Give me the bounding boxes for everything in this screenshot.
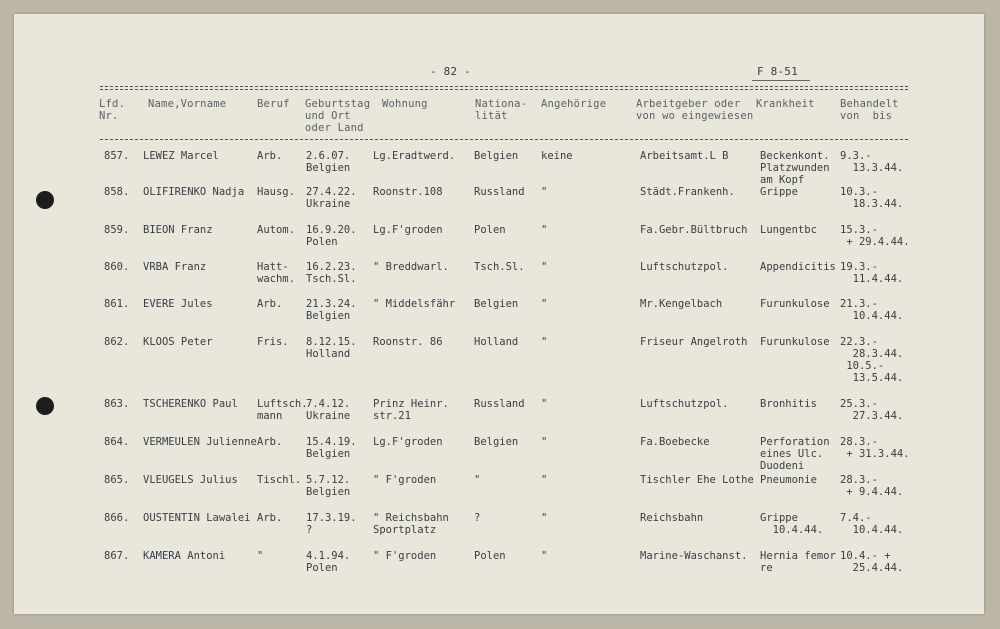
row-number: 863.: [104, 398, 130, 410]
row-beruf: Autom.: [257, 224, 295, 236]
row-beruf: Arb.: [257, 298, 283, 310]
header-krankheit: Krankheit: [756, 98, 815, 110]
header-angehoerige: Angehörige: [541, 98, 607, 110]
row-beruf: Arb.: [257, 436, 283, 448]
row-wohnung: " Breddwarl.: [373, 261, 449, 273]
row-name: LEWEZ Marcel: [143, 150, 219, 162]
row-wohnung: " Middelsfähr: [373, 298, 456, 310]
row-number: 860.: [104, 261, 130, 273]
row-beruf: Luftsch. mann: [257, 398, 308, 422]
row-behandelt: 7.4.- 10.4.44.: [840, 512, 904, 536]
row-krankheit: Beckenkont. Platzwunden am Kopf: [760, 150, 830, 186]
row-arbeitgeber: Friseur Angelroth: [640, 336, 748, 348]
row-geburt: 15.4.19. Belgien: [306, 436, 357, 460]
row-arbeitgeber: Tischler Ehe Lothe: [640, 474, 754, 486]
row-name: VERMEULEN Julienne: [143, 436, 257, 448]
row-geburt: 21.3.24. Belgien: [306, 298, 357, 322]
header-bottom-rule: [100, 139, 908, 140]
header-top-rule: [100, 86, 908, 87]
row-geburt: 7.4.12. Ukraine: [306, 398, 351, 422]
row-number: 866.: [104, 512, 130, 524]
row-beruf: Hatt- wachm.: [257, 261, 295, 285]
row-angehoerige: ": [541, 550, 548, 562]
header-behandelt: Behandelt von bis: [840, 98, 899, 122]
row-arbeitgeber: Fa.Gebr.Bültbruch: [640, 224, 748, 236]
page-number: - 82 -: [430, 65, 471, 78]
header-top-rule-2: [100, 89, 908, 90]
row-number: 867.: [104, 550, 130, 562]
row-angehoerige: keine: [541, 150, 573, 162]
row-nationalitaet: Russland: [474, 398, 525, 410]
row-nationalitaet: Belgien: [474, 436, 519, 448]
row-geburt: 16.9.20. Polen: [306, 224, 357, 248]
row-nationalitaet: ": [474, 474, 481, 486]
row-beruf: Fris.: [257, 336, 289, 348]
row-wohnung: " F'groden: [373, 550, 437, 562]
row-number: 858.: [104, 186, 130, 198]
row-krankheit: Furunkulose: [760, 298, 830, 310]
row-behandelt: 22.3.- 28.3.44. 10.5.- 13.5.44.: [840, 336, 904, 384]
row-number: 861.: [104, 298, 130, 310]
row-number: 864.: [104, 436, 130, 448]
row-behandelt: 21.3.- 10.4.44.: [840, 298, 904, 322]
row-krankheit: Pneumonie: [760, 474, 817, 486]
row-angehoerige: ": [541, 298, 548, 310]
row-angehoerige: ": [541, 336, 548, 348]
row-beruf: Hausg.: [257, 186, 295, 198]
row-arbeitgeber: Luftschutzpol.: [640, 261, 729, 273]
row-krankheit: Bronhitis: [760, 398, 817, 410]
row-arbeitgeber: Luftschutzpol.: [640, 398, 729, 410]
row-nationalitaet: Russland: [474, 186, 525, 198]
row-geburt: 5.7.12. Belgien: [306, 474, 351, 498]
row-name: KLOOS Peter: [143, 336, 213, 348]
row-geburt: 2.6.07. Belgien: [306, 150, 351, 174]
row-krankheit: Grippe: [760, 186, 798, 198]
row-wohnung: Lg.F'groden: [373, 436, 443, 448]
row-wohnung: " F'groden: [373, 474, 437, 486]
row-nationalitaet: ?: [474, 512, 481, 524]
row-nationalitaet: Polen: [474, 550, 506, 562]
row-wohnung: Lg.Eradtwerd.: [373, 150, 456, 162]
row-geburt: 4.1.94. Polen: [306, 550, 351, 574]
row-name: VLEUGELS Julius: [143, 474, 238, 486]
row-name: EVERE Jules: [143, 298, 213, 310]
row-geburt: 8.12.15. Holland: [306, 336, 357, 360]
row-arbeitgeber: Fa.Boebecke: [640, 436, 710, 448]
row-wohnung: Lg.F'groden: [373, 224, 443, 236]
row-arbeitgeber: Städt.Frankenh.: [640, 186, 735, 198]
header-name: Name,Vorname: [148, 98, 227, 110]
row-arbeitgeber: Mr.Kengelbach: [640, 298, 723, 310]
row-name: TSCHERENKO Paul: [143, 398, 238, 410]
row-name: BIEON Franz: [143, 224, 213, 236]
header-beruf: Beruf: [257, 98, 290, 110]
row-behandelt: 19.3.- 11.4.44.: [840, 261, 904, 285]
row-wohnung: Prinz Heinr. str.21: [373, 398, 449, 422]
row-arbeitgeber: Arbeitsamt.L B: [640, 150, 729, 162]
row-angehoerige: ": [541, 398, 548, 410]
row-beruf: Arb.: [257, 512, 283, 524]
row-angehoerige: ": [541, 261, 548, 273]
row-nationalitaet: Holland: [474, 336, 519, 348]
row-angehoerige: ": [541, 186, 548, 198]
row-angehoerige: ": [541, 512, 548, 524]
punch-hole-bottom: [36, 397, 54, 415]
row-name: OLIFIRENKO Nadja: [143, 186, 245, 198]
row-beruf: ": [257, 550, 264, 562]
header-nationalitaet: Nationa- lität: [475, 98, 528, 122]
header-geburt: Geburtstag und Ort oder Land: [305, 98, 371, 134]
header-nr: Lfd. Nr.: [99, 98, 126, 122]
reference-underline: [752, 80, 810, 81]
row-beruf: Tischl.: [257, 474, 302, 486]
punch-hole-top: [36, 191, 54, 209]
row-behandelt: 10.4.- + 25.4.44.: [840, 550, 904, 574]
row-krankheit: Furunkulose: [760, 336, 830, 348]
row-angehoerige: ": [541, 224, 548, 236]
row-wohnung: Roonstr. 86: [373, 336, 443, 348]
row-angehoerige: ": [541, 436, 548, 448]
row-krankheit: Lungentbc: [760, 224, 817, 236]
row-behandelt: 10.3.- 18.3.44.: [840, 186, 904, 210]
row-nationalitaet: Polen: [474, 224, 506, 236]
row-number: 862.: [104, 336, 130, 348]
row-number: 857.: [104, 150, 130, 162]
row-behandelt: 28.3.- + 9.4.44.: [840, 474, 904, 498]
row-krankheit: Perforation eines Ulc. Duodeni: [760, 436, 830, 472]
row-krankheit: Hernia femor re: [760, 550, 836, 574]
row-nationalitaet: Belgien: [474, 298, 519, 310]
row-angehoerige: ": [541, 474, 548, 486]
row-nationalitaet: Tsch.Sl.: [474, 261, 525, 273]
row-wohnung: " Reichsbahn Sportplatz: [373, 512, 449, 536]
row-arbeitgeber: Reichsbahn: [640, 512, 704, 524]
row-nationalitaet: Belgien: [474, 150, 519, 162]
row-geburt: 27.4.22. Ukraine: [306, 186, 357, 210]
row-behandelt: 28.3.- + 31.3.44.: [840, 436, 910, 460]
row-behandelt: 15.3.- + 29.4.44.: [840, 224, 910, 248]
header-wohnung: Wohnung: [382, 98, 428, 110]
row-arbeitgeber: Marine-Waschanst.: [640, 550, 748, 562]
row-number: 865.: [104, 474, 130, 486]
header-arbeitgeber: Arbeitgeber oder von wo eingewiesen: [636, 98, 754, 122]
row-geburt: 17.3.19. ?: [306, 512, 357, 536]
row-krankheit: Appendicitis: [760, 261, 836, 273]
row-behandelt: 9.3.- 13.3.44.: [840, 150, 904, 174]
row-krankheit: Grippe 10.4.44.: [760, 512, 824, 536]
row-name: OUSTENTIN Lawalei: [143, 512, 251, 524]
reference-number: F 8-51: [757, 65, 798, 78]
row-behandelt: 25.3.- 27.3.44.: [840, 398, 904, 422]
row-name: VRBA Franz: [143, 261, 207, 273]
row-number: 859.: [104, 224, 130, 236]
row-wohnung: Roonstr.108: [373, 186, 443, 198]
row-beruf: Arb.: [257, 150, 283, 162]
row-geburt: 16.2.23. Tsch.Sl.: [306, 261, 357, 285]
row-name: KAMERA Antoni: [143, 550, 226, 562]
